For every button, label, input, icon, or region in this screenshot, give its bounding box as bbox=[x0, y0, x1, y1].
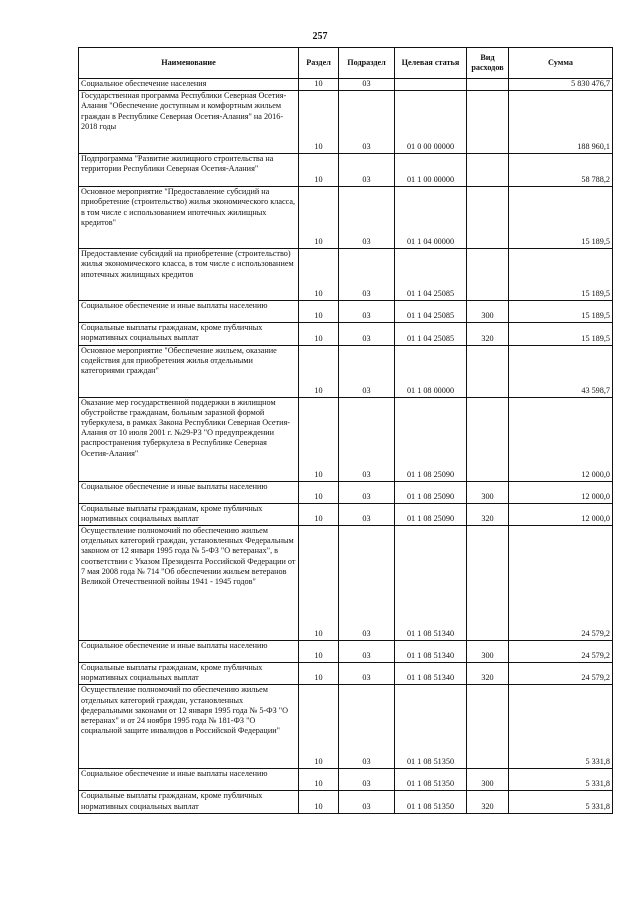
row-target: 01 1 08 00000 bbox=[395, 345, 467, 397]
row-subsection: 03 bbox=[339, 79, 395, 91]
table-row bbox=[79, 503, 613, 525]
row-target: 01 1 00 00000 bbox=[395, 154, 467, 187]
row-section: 10 bbox=[299, 91, 339, 154]
row-section: 10 bbox=[299, 503, 339, 525]
row-target: 01 1 08 25090 bbox=[395, 481, 467, 503]
row-name: Социальное обеспечение и иные выплаты населению bbox=[79, 481, 299, 503]
row-name: Социальное обеспечение и иные выплаты населению bbox=[79, 301, 299, 323]
row-type bbox=[467, 249, 509, 301]
row-section: 10 bbox=[299, 641, 339, 663]
row-name: Социальное обеспечение и иные выплаты населению bbox=[79, 769, 299, 791]
row-section: 10 bbox=[299, 79, 339, 91]
row-subsection: 03 bbox=[339, 154, 395, 187]
row-subsection: 03 bbox=[339, 397, 395, 481]
row-type: 320 bbox=[467, 323, 509, 345]
row-name: Социальные выплаты гражданам, кроме публичных нормативных социальных выплат bbox=[79, 663, 299, 685]
row-sum: 5 331,8 bbox=[509, 769, 613, 791]
row-name: Социальные выплаты гражданам, кроме публичных нормативных социальных выплат bbox=[79, 503, 299, 525]
budget-table bbox=[78, 47, 613, 814]
row-type bbox=[467, 526, 509, 641]
row-section: 10 bbox=[299, 481, 339, 503]
row-section: 10 bbox=[299, 154, 339, 187]
row-section: 10 bbox=[299, 187, 339, 249]
table-row bbox=[79, 187, 613, 249]
table-row bbox=[79, 769, 613, 791]
row-sum: 5 331,8 bbox=[509, 791, 613, 813]
header-target: Целевая статья bbox=[395, 48, 467, 79]
row-sum: 24 579,2 bbox=[509, 663, 613, 685]
table-row bbox=[79, 154, 613, 187]
row-name: Осуществление полномочий по обеспечению жильем отдельных категорий граждан, установленных Федеральным законом от 12 января 1995 года № 5-ФЗ "О ветеранах", в соответствии с Указом Президента Российской Федерации от 7 мая 2008 года № 714 "Об обеспечении жильем ветеранов Великой Отечественной войны 1941 - 1945 годов" bbox=[79, 526, 299, 641]
row-type bbox=[467, 91, 509, 154]
page-number: 257 bbox=[312, 31, 328, 42]
row-target: 01 1 08 51340 bbox=[395, 663, 467, 685]
row-target: 01 1 08 51350 bbox=[395, 685, 467, 769]
row-section: 10 bbox=[299, 301, 339, 323]
row-sum: 15 189,5 bbox=[509, 301, 613, 323]
row-sum: 58 788,2 bbox=[509, 154, 613, 187]
row-target: 01 1 08 51350 bbox=[395, 769, 467, 791]
row-type bbox=[467, 187, 509, 249]
row-type: 300 bbox=[467, 641, 509, 663]
row-name: Осуществление полномочий по обеспечению жильем отдельных категорий граждан, установленных федеральными законами от 12 января 1995 года № 5-ФЗ "О ветеранах" и от 24 ноября 1995 года № 181-ФЗ "О социальной защите инвалидов в Российской Федерации" bbox=[79, 685, 299, 769]
row-target: 01 1 08 51340 bbox=[395, 641, 467, 663]
row-section: 10 bbox=[299, 526, 339, 641]
row-sum: 12 000,0 bbox=[509, 397, 613, 481]
table-row bbox=[79, 641, 613, 663]
row-section: 10 bbox=[299, 345, 339, 397]
header-section: Раздел bbox=[299, 48, 339, 79]
row-target bbox=[395, 79, 467, 91]
row-target: 01 1 04 25085 bbox=[395, 323, 467, 345]
row-type bbox=[467, 154, 509, 187]
row-sum: 188 960,1 bbox=[509, 91, 613, 154]
row-type: 300 bbox=[467, 769, 509, 791]
row-section: 10 bbox=[299, 249, 339, 301]
table-row bbox=[79, 481, 613, 503]
row-name: Социальные выплаты гражданам, кроме публичных нормативных социальных выплат bbox=[79, 323, 299, 345]
row-type: 300 bbox=[467, 481, 509, 503]
row-section: 10 bbox=[299, 397, 339, 481]
row-sum: 24 579,2 bbox=[509, 526, 613, 641]
header-name: Наименование bbox=[79, 48, 299, 79]
row-target: 01 1 08 25090 bbox=[395, 503, 467, 525]
row-sum: 24 579,2 bbox=[509, 641, 613, 663]
row-type: 320 bbox=[467, 791, 509, 813]
row-subsection: 03 bbox=[339, 503, 395, 525]
table-row bbox=[79, 526, 613, 641]
table-row bbox=[79, 79, 613, 91]
row-type: 320 bbox=[467, 663, 509, 685]
row-name: Основное мероприятие "Обеспечение жильем, оказание содействия для приобретения жилья отдельными категориями граждан" bbox=[79, 345, 299, 397]
row-type bbox=[467, 79, 509, 91]
row-subsection: 03 bbox=[339, 769, 395, 791]
table-row bbox=[79, 663, 613, 685]
row-section: 10 bbox=[299, 791, 339, 813]
row-target: 01 1 08 51350 bbox=[395, 791, 467, 813]
row-name: Социальное обеспечение и иные выплаты населению bbox=[79, 641, 299, 663]
table-row bbox=[79, 91, 613, 154]
row-name: Подпрограмма "Развитие жилищного строительства на территории Республики Северная Осетия-Алания" bbox=[79, 154, 299, 187]
row-target: 01 1 04 25085 bbox=[395, 301, 467, 323]
row-type bbox=[467, 345, 509, 397]
row-subsection: 03 bbox=[339, 301, 395, 323]
row-section: 10 bbox=[299, 323, 339, 345]
row-subsection: 03 bbox=[339, 187, 395, 249]
row-subsection: 03 bbox=[339, 323, 395, 345]
row-name: Государственная программа Республики Северная Осетия-Алания "Обеспечение доступным и комфортным жильем граждан в Республике Северная Осетия-Алания" на 2016-2018 годы bbox=[79, 91, 299, 154]
row-target: 01 1 08 25090 bbox=[395, 397, 467, 481]
row-subsection: 03 bbox=[339, 91, 395, 154]
row-type: 300 bbox=[467, 301, 509, 323]
row-name: Социальное обеспечение населения bbox=[79, 79, 299, 91]
table-body bbox=[79, 79, 613, 814]
row-section: 10 bbox=[299, 663, 339, 685]
row-type bbox=[467, 685, 509, 769]
row-subsection: 03 bbox=[339, 685, 395, 769]
row-sum: 12 000,0 bbox=[509, 503, 613, 525]
row-target: 01 0 00 00000 bbox=[395, 91, 467, 154]
row-name: Основное мероприятие "Предоставление субсидий на приобретение (строительство) жилья экономического класса, в том числе с использованием ипотечных жилищных кредитов" bbox=[79, 187, 299, 249]
row-subsection: 03 bbox=[339, 663, 395, 685]
table-row bbox=[79, 345, 613, 397]
table-row bbox=[79, 791, 613, 813]
table-row bbox=[79, 301, 613, 323]
row-sum: 5 830 476,7 bbox=[509, 79, 613, 91]
row-subsection: 03 bbox=[339, 526, 395, 641]
row-target: 01 1 04 00000 bbox=[395, 187, 467, 249]
row-section: 10 bbox=[299, 685, 339, 769]
row-sum: 12 000,0 bbox=[509, 481, 613, 503]
row-subsection: 03 bbox=[339, 791, 395, 813]
row-sum: 15 189,5 bbox=[509, 323, 613, 345]
table-row bbox=[79, 249, 613, 301]
header-type: Вид расходов bbox=[467, 48, 509, 79]
row-type: 320 bbox=[467, 503, 509, 525]
row-subsection: 03 bbox=[339, 641, 395, 663]
row-subsection: 03 bbox=[339, 249, 395, 301]
table-header-row bbox=[79, 48, 613, 79]
row-sum: 43 598,7 bbox=[509, 345, 613, 397]
row-type bbox=[467, 397, 509, 481]
table-row bbox=[79, 685, 613, 769]
row-sum: 15 189,5 bbox=[509, 187, 613, 249]
row-subsection: 03 bbox=[339, 345, 395, 397]
table-row bbox=[79, 397, 613, 481]
row-name: Оказание мер государственной поддержки в жилищном обустройстве гражданам, больным заразной формой туберкулеза, в рамках Закона Республики Северная Осетия-Алания от 10 июля 2001 г. №29-РЗ "О предупреждении распространения туберкулеза в Республике Северная Осетия-Алания" bbox=[79, 397, 299, 481]
row-sum: 15 189,5 bbox=[509, 249, 613, 301]
header-subsection: Подраздел bbox=[339, 48, 395, 79]
row-sum: 5 331,8 bbox=[509, 685, 613, 769]
row-target: 01 1 04 25085 bbox=[395, 249, 467, 301]
row-name: Предоставление субсидий на приобретение (строительство) жилья экономического класса, в том числе с использованием ипотечных жилищных кредитов bbox=[79, 249, 299, 301]
row-section: 10 bbox=[299, 769, 339, 791]
table-row bbox=[79, 323, 613, 345]
row-subsection: 03 bbox=[339, 481, 395, 503]
header-sum: Сумма bbox=[509, 48, 613, 79]
row-target: 01 1 08 51340 bbox=[395, 526, 467, 641]
row-name: Социальные выплаты гражданам, кроме публичных нормативных социальных выплат bbox=[79, 791, 299, 813]
